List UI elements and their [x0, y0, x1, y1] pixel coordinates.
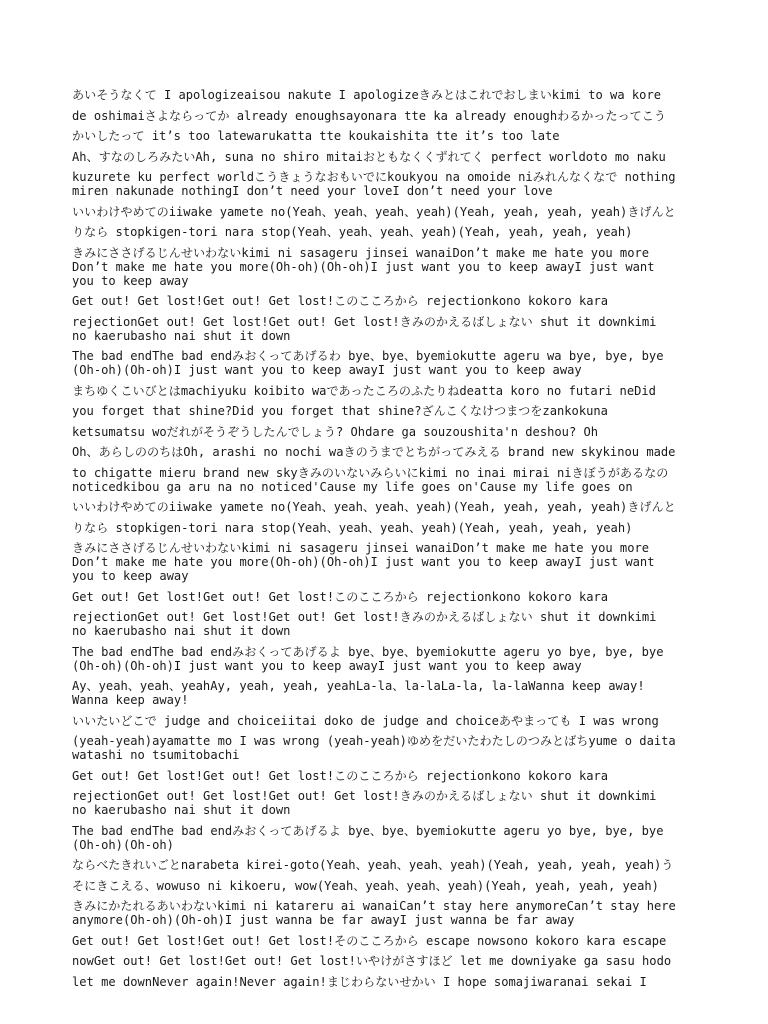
lyrics-document: [72, 88, 700, 995]
lyric-line: Get out! Get lost!Get out! Get lost!このこころから rejectionkono kokoro kara: [72, 589, 609, 604]
lyric-line: no kaerubasho nai shut it down: [72, 803, 291, 817]
lyric-paragraph: [72, 129, 700, 143]
lyric-line: (yeah-yeah)ayamatte mo I was wrong (yeah-yeah)ゆめをだいたわたしのつみとばちyume o daita: [72, 734, 676, 748]
lyric-line: Get out! Get lost!Get out! Get lost!このこころから rejectionkono kokoro kara: [72, 294, 609, 308]
lyric-paragraph: [72, 541, 700, 583]
lyric-paragraph: [72, 954, 700, 968]
lyric-paragraph: [72, 610, 700, 638]
lyric-line: Get out! Get lost!Get out! Get lost!そのこころから escape nowsono kokoro kara escape: [72, 933, 667, 948]
lyric-line: Ay、yeah、yeah、yeahAy, yeah, yeah, yeahLa-la、la-laLa-la, la-laWanna keep away!: [72, 679, 645, 693]
lyric-paragraph: [72, 734, 700, 762]
lyric-paragraph: [72, 170, 700, 198]
lyric-line: そにきこえる、wowuso ni kikoeru, wow(Yeah、yeah、yeah、yeah)(Yeah, yeah, yeah, yeah): [72, 878, 659, 893]
lyric-line: Oh、あらしののちはOh, arashi no nochi waきのうまでとちがってみえる brand new skykinou made: [72, 445, 676, 459]
lyric-paragraph: [72, 679, 700, 707]
lyric-line: Don’t make me hate you more(Oh-oh)(Oh-oh)I just want you to keep awayI just want: [72, 259, 655, 274]
lyric-paragraph: [72, 769, 700, 783]
lyric-line: かいしたって it’s too latewarukatta tte koukaishita tte it’s too late: [72, 129, 560, 143]
lyric-line: rejectionGet out! Get lost!Get out! Get lost!きみのかえるばしょない shut it downkimi: [72, 610, 657, 624]
lyric-paragraph: [72, 205, 700, 219]
lyric-paragraph: [72, 384, 700, 398]
lyric-paragraph: [72, 500, 700, 514]
lyric-paragraph: [72, 425, 700, 439]
lyric-paragraph: [72, 150, 700, 164]
lyric-line: Get out! Get lost!Get out! Get lost!このこころから rejectionkono kokoro kara: [72, 768, 609, 783]
lyric-paragraph: [72, 899, 700, 927]
lyric-line: きみにささげるじんせいわないkimi ni sasageru jinsei wanaiDon’t make me hate you more: [72, 245, 650, 260]
lyric-line: The bad endThe bad endみおくってあげるわ bye、bye、byemiokutte ageru wa bye, bye, bye: [72, 349, 664, 363]
lyric-line: no kaerubasho nai shut it down: [72, 624, 291, 638]
lyric-line: いいたいどこで judge and choiceiitai doko de judge and choiceあやまっても I was wrong: [72, 713, 659, 728]
lyric-paragraph: [72, 590, 700, 604]
lyric-line: to chigatte mieru brand new skyきみのいないみらいにkimi no inai mirai niきぼうがあるなの: [72, 465, 669, 480]
lyric-line: rejectionGet out! Get lost!Get out! Get lost!きみのかえるばしょない shut it downkimi: [72, 789, 657, 803]
lyric-paragraph: [72, 934, 700, 948]
lyric-paragraph: [72, 975, 700, 989]
lyric-line: (Oh-oh)(Oh-oh)I just want you to keep awayI just want you to keep away: [72, 658, 582, 673]
lyric-line: nowGet out! Get lost!Get out! Get lost!いやけがさすほど let me downiyake ga sasu hodo: [72, 954, 672, 968]
lyric-line: anymore(Oh-oh)(Oh-oh)I just wanna be far awayI just wanna be far away: [72, 913, 575, 927]
lyric-line: you forget that shine?Did you forget that shine?ざんこくなけつまつをzankokuna: [72, 404, 608, 418]
lyric-paragraph: [72, 225, 700, 239]
lyric-line: りなら stopkigen-tori nara stop(Yeah、yeah、yeah、yeah)(Yeah, yeah, yeah, yeah): [72, 520, 633, 535]
lyric-line: you to keep away: [72, 273, 189, 288]
lyric-paragraph: [72, 349, 700, 377]
lyric-paragraph: [72, 714, 700, 728]
lyric-line: kuzurete ku perfect worldこうきょうなおもいでにkoukyou na omoide niみれんなくなで nothing: [72, 170, 676, 184]
lyric-line: まちゆくこいびとはmachiyuku koibito waであったころのふたりねdeatta koro no futari neDid: [72, 383, 656, 398]
lyric-line: (Oh-oh)(Oh-oh)I just want you to keep awayI just want you to keep away: [72, 363, 582, 377]
lyric-line: あいそうなくて I apologizeaisou nakute I apologizeきみとはこれでおしまいkimi to wa kore: [72, 88, 662, 102]
lyric-line: ketsumatsu woだれがそうぞうしたんでしょう? Ohdare ga souzoushita'n deshou? Oh: [72, 424, 599, 439]
lyric-paragraph: [72, 109, 700, 123]
lyric-line: Don’t make me hate you more(Oh-oh)(Oh-oh)I just want you to keep awayI just want: [72, 555, 655, 569]
lyric-paragraph: [72, 88, 700, 102]
lyric-line: いいわけやめてのiiwake yamete no(Yeah、yeah、yeah、yeah)(Yeah, yeah, yeah, yeah)きげんと: [72, 500, 676, 514]
lyric-line: noticedkibou ga aru na no noticed'Cause my life goes on'Cause my life goes on: [72, 479, 633, 494]
lyric-paragraph: [72, 824, 700, 852]
lyric-paragraph: [72, 858, 700, 872]
lyric-line: Ah、すなのしろみたいAh, suna no shiro mitaiおともなくくずれてく perfect worldoto mo naku: [72, 149, 666, 164]
lyric-paragraph: [72, 521, 700, 535]
lyric-line: (Oh-oh)(Oh-oh): [72, 837, 174, 852]
lyric-paragraph: [72, 645, 700, 673]
lyric-line: りなら stopkigen-tori nara stop(Yeah、yeah、yeah、yeah)(Yeah, yeah, yeah, yeah): [72, 225, 633, 239]
lyric-line: de oshimaiさよならってか already enoughsayonara tte ka already enoughわるかったってこう: [72, 108, 666, 123]
lyric-paragraph: [72, 404, 700, 418]
lyric-line: you to keep away: [72, 569, 189, 583]
lyric-paragraph: [72, 294, 700, 308]
lyric-line: The bad endThe bad endみおくってあげるよ bye、bye、byemiokutte ageru yo bye, bye, bye: [72, 644, 664, 659]
lyric-paragraph: [72, 246, 700, 288]
lyric-paragraph: [72, 315, 700, 343]
lyric-line: Wanna keep away!: [72, 693, 189, 707]
lyric-line: watashi no tsumitobachi: [72, 748, 240, 762]
lyric-paragraph: [72, 879, 700, 893]
lyric-line: let me downNever again!Never again!まじわらないせかい I hope somajiwaranai sekai I: [72, 974, 647, 989]
lyric-line: いいわけやめてのiiwake yamete no(Yeah、yeah、yeah、yeah)(Yeah, yeah, yeah, yeah)きげんと: [72, 204, 676, 219]
lyric-line: きみにささげるじんせいわないkimi ni sasageru jinsei wanaiDon’t make me hate you more: [72, 541, 650, 555]
lyric-paragraph: [72, 466, 700, 494]
lyric-paragraph: [72, 789, 700, 817]
lyric-line: no kaerubasho nai shut it down: [72, 328, 291, 343]
lyric-paragraph: [72, 445, 700, 459]
lyric-line: The bad endThe bad endみおくってあげるよ bye、bye、byemiokutte ageru yo bye, bye, bye: [72, 823, 664, 838]
lyric-line: ならべたきれいごとnarabeta kirei-goto(Yeah、yeah、yeah、yeah)(Yeah, yeah, yeah, yeah)う: [72, 858, 674, 872]
lyric-line: miren nakunade nothingI don’t need your loveI don’t need your love: [72, 184, 553, 198]
lyric-line: きみにかたれるあいわないkimi ni katareru ai wanaiCan’t stay here anymoreCan’t stay here: [72, 899, 676, 913]
lyric-line: rejectionGet out! Get lost!Get out! Get lost!きみのかえるばしょない shut it downkimi: [72, 314, 657, 329]
